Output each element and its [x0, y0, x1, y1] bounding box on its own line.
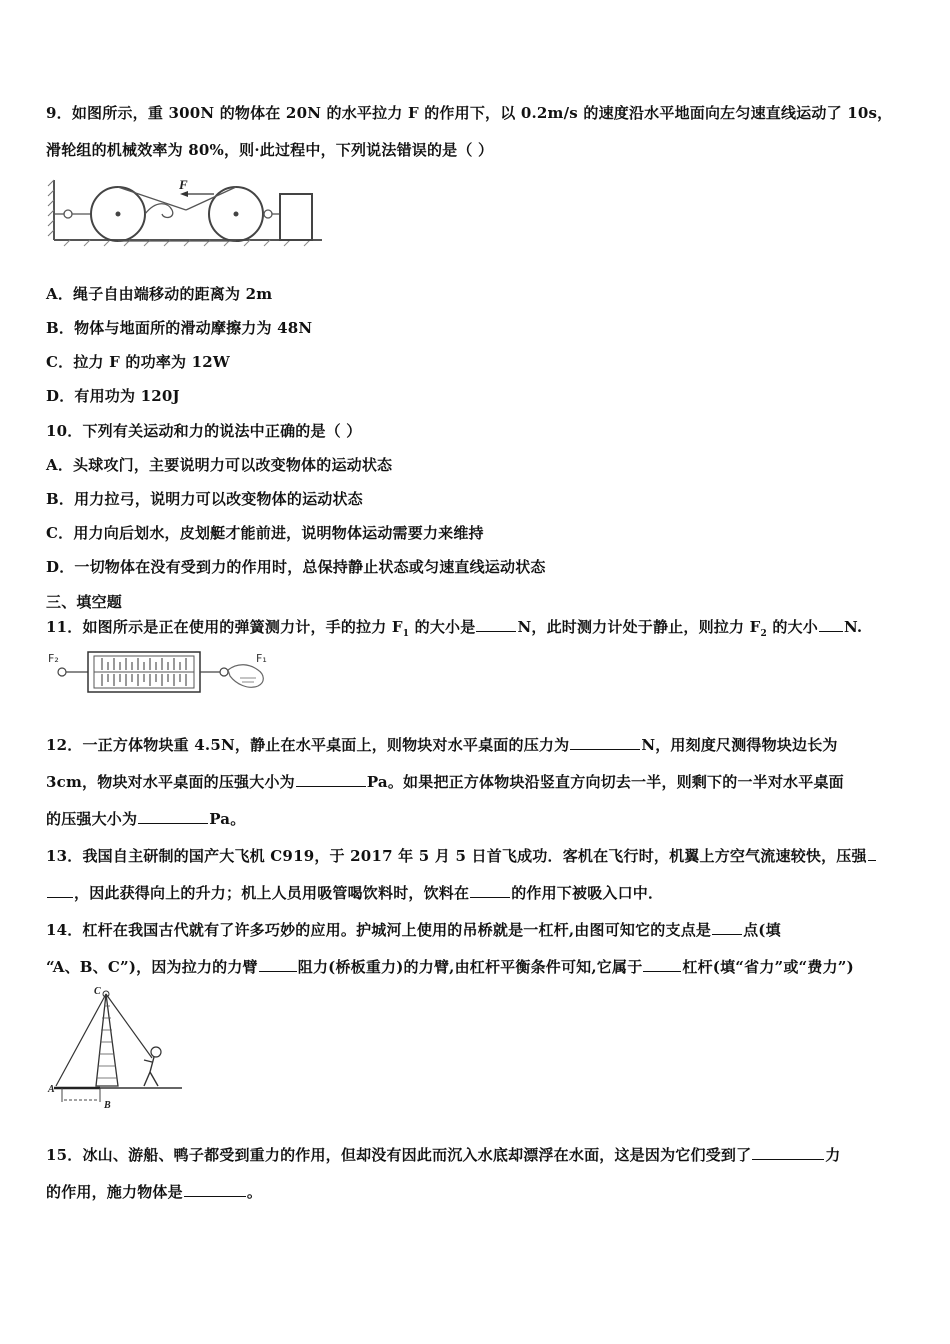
- tower: [96, 994, 118, 1086]
- point-b-label: B: [104, 1100, 111, 1111]
- q13-line2: ，因此获得向上的升力；机上人员用吸管喝饮料时，饮料在 的作用下被吸入口中．: [46, 882, 663, 903]
- person-icon: [151, 1047, 161, 1057]
- q12-line3: 的压强大小为 Pa。: [46, 810, 246, 828]
- wall-hook: [64, 210, 72, 218]
- drawbridge-figure: [46, 982, 186, 1114]
- q11-blank-1[interactable]: [476, 617, 516, 632]
- q10-option-b: B．用力拉弓，说明力可以改变物体的运动状态: [46, 490, 363, 508]
- q14-blank-2[interactable]: [259, 957, 297, 972]
- right-ring: [220, 668, 228, 676]
- q15-line2: 的作用，施力物体是 。: [46, 1183, 263, 1201]
- q9-option-d: D．有用功为 120J: [46, 387, 180, 405]
- q14-line2: “A、B、C”)，因为拉力的力臂 阻力(桥板重力)的力臂,由杠杆平衡条件可知,它属于 杠杆(填“省力”或“费力”): [46, 958, 854, 976]
- q13-line1: 13．我国自主研制的国产大飞机 C919，于 2017 年 5 月 5 日首飞成功．客机在飞行时，机翼上方空气流速较快，压强: [46, 845, 877, 866]
- point-c-label: C: [94, 986, 101, 997]
- left-ring: [58, 668, 66, 676]
- q12-blank-1[interactable]: [570, 735, 640, 750]
- point-a-label: A: [48, 1084, 55, 1095]
- q9-option-c: C．拉力 F 的功率为 12W: [46, 353, 230, 371]
- q10-stem: 10．下列有关运动和力的说法中正确的是（ ）: [46, 422, 362, 440]
- object-block: [280, 194, 312, 240]
- q13-blank-2[interactable]: [470, 883, 510, 898]
- q14-blank-1[interactable]: [712, 920, 742, 935]
- q11-blank-2[interactable]: [819, 617, 843, 632]
- q12-blank-3[interactable]: [138, 809, 208, 824]
- f2-label: F₂: [48, 652, 59, 665]
- q10-option-c: C．用力向后划水，皮划艇才能前进，说明物体运动需要力来维持: [46, 524, 484, 542]
- spring-scale-figure: [44, 648, 274, 700]
- q15-line1: 15．冰山、游船、鸭子都受到重力的作用，但却没有因此而沉入水底却漂浮在水面，这是因为它们受到了 力: [46, 1146, 841, 1164]
- q9-stem-line2: 滑轮组的机械效率为 80%，则·此过程中，下列说法错误的是（ ）: [46, 141, 494, 159]
- hand-icon: [228, 665, 263, 688]
- q9-stem-line1: 9．如图所示，重 300N 的物体在 20N 的水平拉力 F 的作用下，以 0.2m/s 的速度沿水平地面向左匀速直线运动了 10s，: [46, 104, 893, 122]
- q13-blank-1[interactable]: [868, 846, 876, 861]
- section-title: 三、填空题: [46, 593, 123, 611]
- q12-blank-2[interactable]: [296, 772, 366, 787]
- q12-line1: 12．一正方体物块重 4.5N，静止在水平桌面上，则物块对水平桌面的压力为 N，用刻度尺测得物块边长为: [46, 736, 838, 754]
- q11-stem: 11．如图所示是正在使用的弹簧测力计，手的拉力 $F_1$ 的大小是 N，此时测力计处于静止，则拉力 $F_2$ 的大小 N.: [46, 618, 863, 639]
- q15-blank-2[interactable]: [184, 1182, 246, 1197]
- f1-label: F₁: [256, 652, 267, 665]
- q9-option-b: B．物体与地面所的滑动摩擦力为 48N: [46, 319, 313, 337]
- q15-blank-1[interactable]: [752, 1145, 824, 1160]
- q10-option-d: D．一切物体在没有受到力的作用时，总保持静止状态或匀速直线运动状态: [46, 558, 546, 576]
- force-label: F: [179, 177, 188, 192]
- q14-blank-3[interactable]: [643, 957, 681, 972]
- q10-option-a: A．头球攻门，主要说明力可以改变物体的运动状态: [46, 456, 393, 474]
- pulley-system-figure: [44, 176, 324, 250]
- q13-blank-1b[interactable]: [47, 883, 73, 898]
- q12-line2: 3cm，物块对水平桌面的压强大小为 Pa。如果把正方体物块沿竖直方向切去一半，则剩下的一半对水平桌面: [46, 773, 844, 791]
- q9-option-a: A．绳子自由端移动的距离为 2m: [46, 285, 273, 303]
- bridge-rope: [56, 994, 106, 1086]
- pulley-hook: [145, 204, 173, 218]
- q14-line1: 14．杠杆在我国古代就有了许多巧妙的应用。护城河上使用的吊桥就是一杠杆,由图可知它的支点是 点(填: [46, 921, 781, 939]
